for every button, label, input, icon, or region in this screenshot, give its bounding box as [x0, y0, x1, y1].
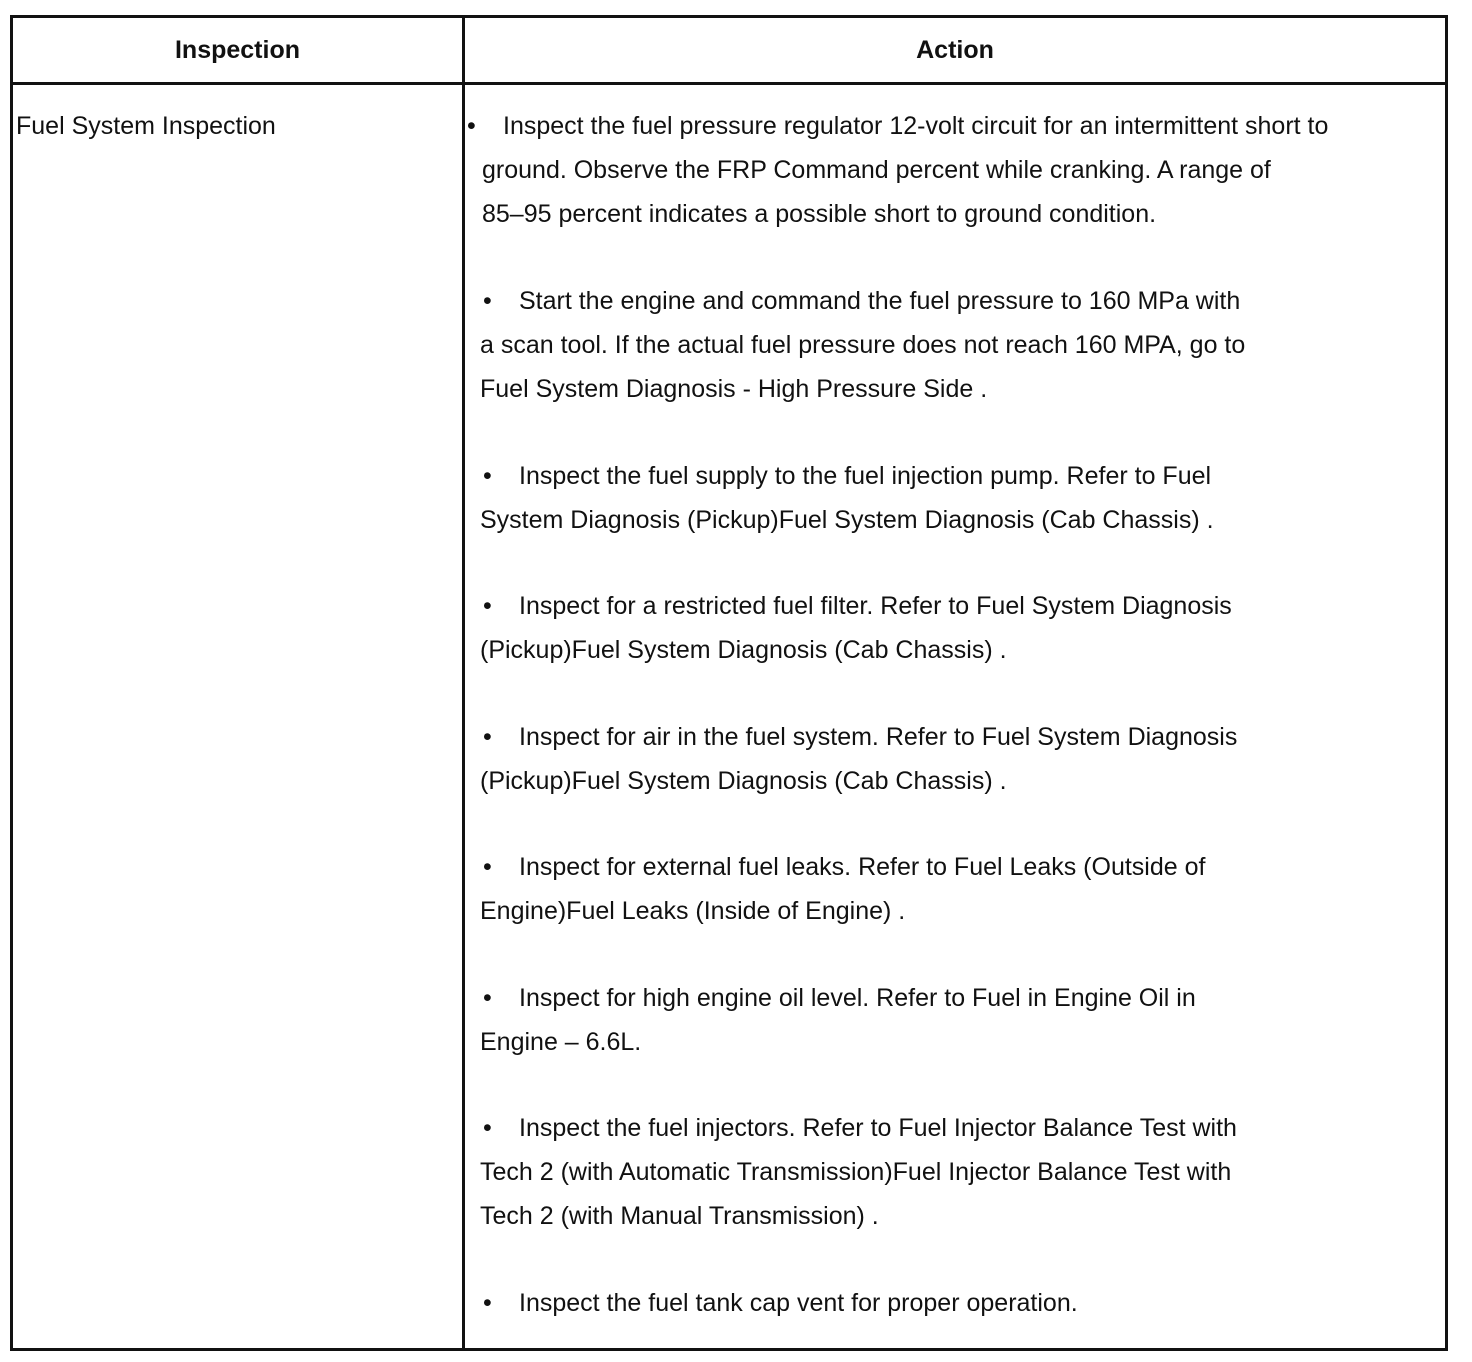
action-line: • Inspect for external fuel leaks. Refer to Fuel Leaks (Outside of — [480, 845, 1205, 889]
bullet-icon: • — [483, 1114, 492, 1142]
action-line: • Inspect the fuel tank cap vent for proper operation. — [480, 1281, 1078, 1325]
action-item-4 — [480, 584, 1232, 672]
bullet-icon: • — [483, 287, 492, 315]
action-line: • Inspect for high engine oil level. Refer to Fuel in Engine Oil in — [480, 976, 1196, 1020]
action-line: Fuel System Diagnosis - High Pressure Side . — [480, 375, 988, 403]
action-cell — [465, 85, 1445, 1348]
header-inspection: Inspection — [174, 35, 300, 64]
bullet-icon: • — [467, 112, 476, 140]
action-line: • Start the engine and command the fuel pressure to 160 MPa with — [480, 279, 1245, 323]
action-item-3 — [480, 454, 1214, 542]
action-line: • Inspect the fuel injectors. Refer to Fuel Injector Balance Test with — [480, 1106, 1237, 1150]
action-line: Engine – 6.6L. — [480, 1028, 642, 1056]
action-line: Tech 2 (with Automatic Transmission)Fuel Injector Balance Test with — [480, 1158, 1232, 1186]
inspection-cell: Fuel System Inspection — [16, 112, 276, 140]
action-line: • Inspect for a restricted fuel filter. Refer to Fuel System Diagnosis — [480, 584, 1232, 628]
bullet-icon: • — [483, 723, 492, 751]
action-item-7 — [480, 976, 1196, 1064]
action-line: Engine)Fuel Leaks (Inside of Engine) . — [480, 897, 906, 925]
action-line: 85–95 percent indicates a possible short to ground condition. — [482, 200, 1157, 228]
action-item-1 — [467, 104, 1328, 236]
action-line: • Inspect the fuel pressure regulator 12-volt circuit for an intermittent short to — [467, 104, 1328, 148]
action-line: System Diagnosis (Pickup)Fuel System Diagnosis (Cab Chassis) . — [480, 506, 1214, 534]
bullet-icon: • — [483, 1289, 492, 1317]
action-line: Tech 2 (with Manual Transmission) . — [480, 1202, 879, 1230]
action-line: (Pickup)Fuel System Diagnosis (Cab Chassis) . — [480, 636, 1007, 664]
header-action: Action — [916, 35, 994, 64]
action-item-8 — [480, 1106, 1237, 1238]
action-item-2 — [480, 279, 1245, 411]
action-line: • Inspect for air in the fuel system. Refer to Fuel System Diagnosis — [480, 715, 1237, 759]
action-item-5 — [480, 715, 1237, 803]
bullet-icon: • — [483, 984, 492, 1012]
action-line: (Pickup)Fuel System Diagnosis (Cab Chassis) . — [480, 767, 1007, 795]
bullet-icon: • — [483, 853, 492, 881]
action-item-6 — [480, 845, 1205, 933]
bullet-icon: • — [483, 592, 492, 620]
inspection-table — [10, 15, 1448, 1351]
action-line: ground. Observe the FRP Command percent while cranking. A range of — [482, 156, 1271, 184]
bullet-icon: • — [483, 462, 492, 490]
action-item-9 — [480, 1281, 1078, 1325]
action-line: a scan tool. If the actual fuel pressure does not reach 160 MPA, go to — [480, 331, 1246, 359]
action-line: • Inspect the fuel supply to the fuel injection pump. Refer to Fuel — [480, 454, 1214, 498]
